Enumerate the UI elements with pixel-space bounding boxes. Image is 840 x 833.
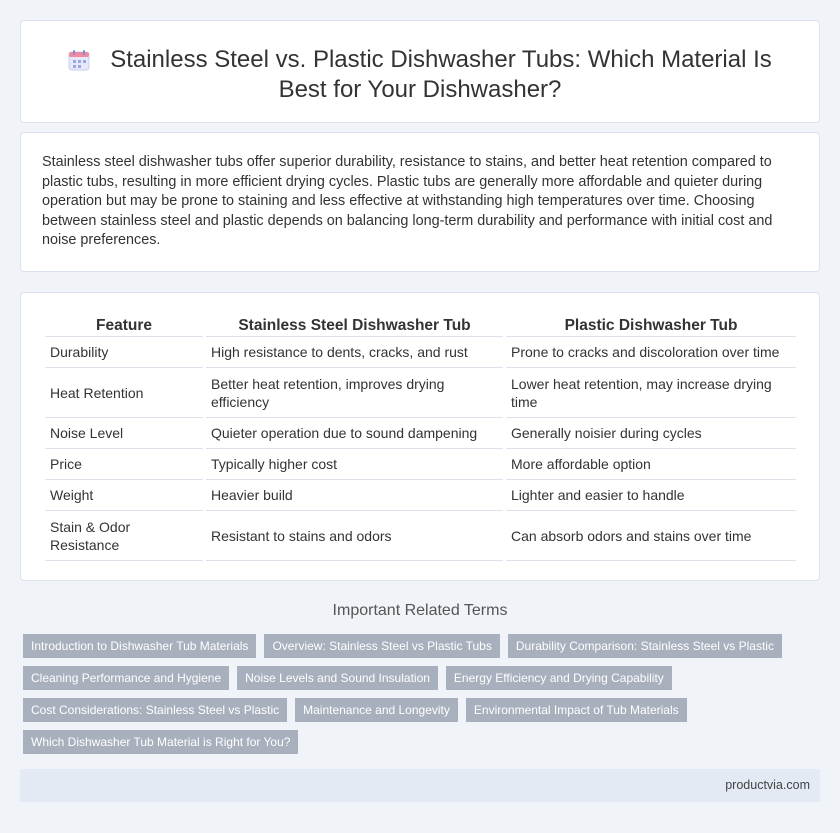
column-header-plastic: Plastic Dishwasher Tub: [506, 315, 796, 337]
table-cell: Stain & Odor Resistance: [45, 511, 203, 561]
related-term-tag[interactable]: Introduction to Dishwasher Tub Materials: [23, 634, 256, 658]
table-row: [45, 418, 796, 449]
table-cell: Durability: [45, 337, 203, 368]
related-term-tag[interactable]: Environmental Impact of Tub Materials: [466, 698, 687, 722]
footer: [20, 769, 820, 802]
table-cell: Quieter operation due to sound dampening: [206, 418, 503, 449]
table-cell: Prone to cracks and discoloration over time: [506, 337, 796, 368]
comparison-table-card: [20, 292, 820, 581]
related-terms-tags: [23, 634, 813, 762]
table-row: [45, 337, 796, 368]
header-card: [20, 20, 820, 123]
column-header-stainless: Stainless Steel Dishwasher Tub: [206, 315, 503, 337]
summary-card: [20, 132, 820, 272]
related-term-tag[interactable]: Which Dishwasher Tub Material is Right for You?: [23, 730, 298, 754]
table-cell: Noise Level: [45, 418, 203, 449]
related-term-tag[interactable]: Cleaning Performance and Hygiene: [23, 666, 229, 690]
related-term-tag[interactable]: Noise Levels and Sound Insulation: [237, 666, 438, 690]
related-term-tag[interactable]: Energy Efficiency and Drying Capability: [446, 666, 672, 690]
table-cell: Lower heat retention, may increase drying time: [506, 368, 796, 418]
table-cell: Typically higher cost: [206, 449, 503, 480]
table-cell: Can absorb odors and stains over time: [506, 511, 796, 561]
table-row: [45, 480, 796, 511]
related-term-tag[interactable]: Cost Considerations: Stainless Steel vs Plastic: [23, 698, 287, 722]
related-term-tag[interactable]: Overview: Stainless Steel vs Plastic Tubs: [264, 634, 499, 658]
table-cell: Better heat retention, improves drying efficiency: [206, 368, 503, 418]
table-cell: Generally noisier during cycles: [506, 418, 796, 449]
comparison-table: [42, 315, 799, 561]
table-cell: Heat Retention: [45, 368, 203, 418]
table-cell: Resistant to stains and odors: [206, 511, 503, 561]
table-header-row: [45, 315, 796, 337]
table-cell: Weight: [45, 480, 203, 511]
table-row: [45, 449, 796, 480]
table-cell: Heavier build: [206, 480, 503, 511]
table-cell: Lighter and easier to handle: [506, 480, 796, 511]
title-wrap: [61, 45, 779, 105]
table-cell: Price: [45, 449, 203, 480]
calendar-icon: [68, 49, 90, 71]
table-cell: More affordable option: [506, 449, 796, 480]
table-cell: High resistance to dents, cracks, and rust: [206, 337, 503, 368]
summary-paragraph: Stainless steel dishwasher tubs offer superior durability, resistance to stains, and better heat retention compared to plastic tubs, resulting in more efficient drying cycles. Plastic tubs are generally more affordable and quieter during operation but may be prone to staining and less effective at withstanding high temperatures over time. Choosing between stainless steel and plastic depends on balancing long-term durability and performance with initial cost and noise preferences.: [42, 154, 773, 249]
table-row: [45, 368, 796, 418]
footer-site-link[interactable]: productvia.com: [725, 778, 810, 792]
page-title: Stainless Steel vs. Plastic Dishwasher Tubs: Which Material Is Best for Your Dishwasher?: [110, 46, 772, 103]
related-term-tag[interactable]: Durability Comparison: Stainless Steel vs Plastic: [508, 634, 782, 658]
related-term-tag[interactable]: Maintenance and Longevity: [295, 698, 458, 722]
related-terms-heading: Important Related Terms: [332, 602, 508, 619]
column-header-feature: Feature: [45, 315, 203, 337]
table-row: [45, 511, 796, 561]
